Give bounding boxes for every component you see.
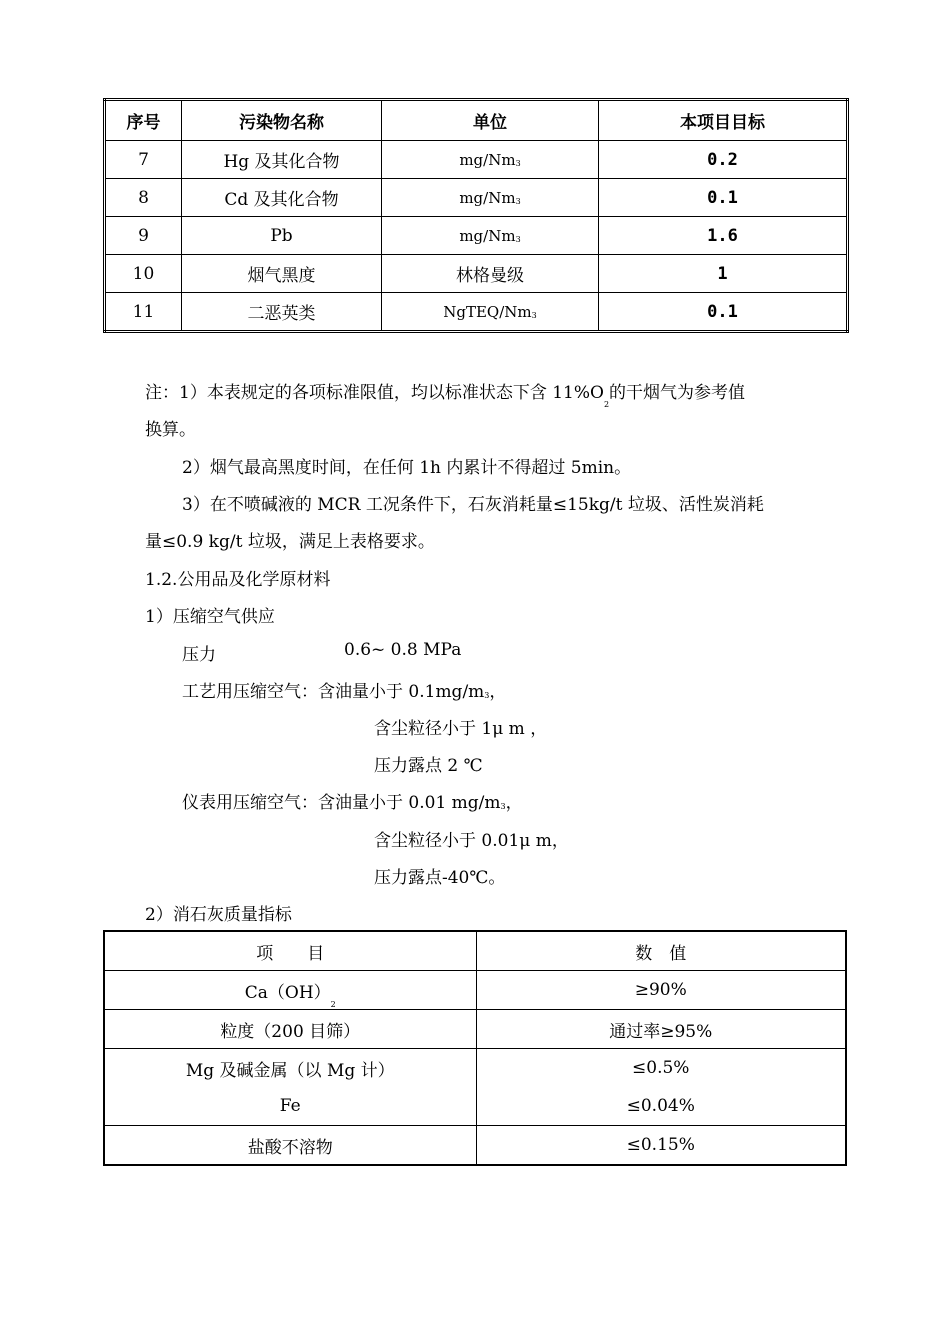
section-heading: 1.2.公用品及化学原材料: [145, 570, 331, 590]
row-target: 1: [599, 255, 848, 293]
row-name: Hg 及其化合物: [182, 141, 382, 179]
table-row: [104, 971, 846, 1010]
table-row: [105, 255, 848, 293]
header-name: 污染物名称: [182, 100, 382, 141]
note-1-line-2: 换算。: [145, 420, 196, 440]
row-no: 7: [105, 141, 182, 179]
table-header-row: [104, 931, 846, 971]
table-row: [104, 1049, 846, 1088]
row-target: 1.6: [599, 217, 848, 255]
row-value: ≤0.15%: [476, 1126, 846, 1166]
row-item: Mg 及碱金属（以 Mg 计）: [104, 1049, 476, 1088]
header-value: 数 值: [476, 931, 846, 971]
row-item: Fe: [104, 1087, 476, 1126]
row-no: 10: [105, 255, 182, 293]
row-unit: mg/Nm3: [382, 217, 599, 255]
header-unit: 单位: [382, 100, 599, 141]
note-3-line-1: 3）在不喷碱液的 MCR 工况条件下，石灰消耗量≤15kg/t 垃圾、活性炭消耗: [182, 495, 764, 515]
row-value: ≤0.5%: [476, 1049, 846, 1088]
instrument-air-line: 仪表用压缩空气：含油量小于 0.01 mg/m3，: [182, 793, 523, 813]
row-name: Pb: [182, 217, 382, 255]
note-2: 2）烟气最高黑度时间，在任何 1h 内累计不得超过 5min。: [182, 458, 632, 478]
row-unit: mg/Nm3: [382, 179, 599, 217]
table-row: [105, 217, 848, 255]
row-item: 粒度（200 目筛）: [104, 1010, 476, 1049]
row-item: $Ca(OH)_2$: [104, 971, 476, 1010]
row-target: 0.2: [599, 141, 848, 179]
pollutant-table: [103, 98, 849, 333]
row-unit: 林格曼级: [382, 255, 599, 293]
row-no: 11: [105, 293, 182, 332]
process-air-dew: 压力露点 2 ℃: [374, 756, 483, 776]
process-air-dust: 含尘粒径小于 1μ m ，: [374, 719, 548, 739]
row-unit: NgTEQ/Nm3: [382, 293, 599, 332]
table-row: [104, 1010, 846, 1049]
subsection-compressed-air: 1）压缩空气供应: [145, 607, 275, 627]
table-row: [105, 179, 848, 217]
row-item: 盐酸不溶物: [104, 1126, 476, 1166]
row-no: 9: [105, 217, 182, 255]
header-no: 序号: [105, 100, 182, 141]
row-unit: mg/Nm3: [382, 141, 599, 179]
header-target: 本项目目标: [599, 100, 848, 141]
row-name: Cd 及其化合物: [182, 179, 382, 217]
row-name: 烟气黑度: [182, 255, 382, 293]
process-air-line: 工艺用压缩空气：含油量小于 0.1mg/m3，: [182, 682, 507, 702]
row-value: ≤0.04%: [476, 1087, 846, 1126]
table-header-row: [105, 100, 848, 141]
pressure-value: 0.6~ 0.8 MPa: [344, 640, 462, 660]
instrument-air-dew: 压力露点-40℃。: [374, 868, 506, 888]
note-1-line-1: 注：1）本表规定的各项标准限值，均以标准状态下含 $11\%O_2$的干烟气为参考值: [145, 383, 746, 409]
row-target: 0.1: [599, 179, 848, 217]
table-row: [104, 1126, 846, 1166]
note-3-line-2: 量≤0.9 kg/t 垃圾，满足上表格要求。: [145, 532, 435, 552]
pressure-label: 压力: [182, 645, 216, 665]
table-row: [104, 1087, 846, 1126]
instrument-air-dust: 含尘粒径小于 0.01μ m，: [374, 831, 569, 851]
row-value: 通过率≥95%: [476, 1010, 846, 1049]
lime-quality-table: [103, 930, 847, 1166]
row-name: 二恶英类: [182, 293, 382, 332]
header-item: 项 目: [104, 931, 476, 971]
row-target: 0.1: [599, 293, 848, 332]
table-row: [105, 141, 848, 179]
table-row: [105, 293, 848, 332]
subsection-lime: 2）消石灰质量指标: [145, 905, 292, 925]
row-no: 8: [105, 179, 182, 217]
row-value: ≥90%: [476, 971, 846, 1010]
